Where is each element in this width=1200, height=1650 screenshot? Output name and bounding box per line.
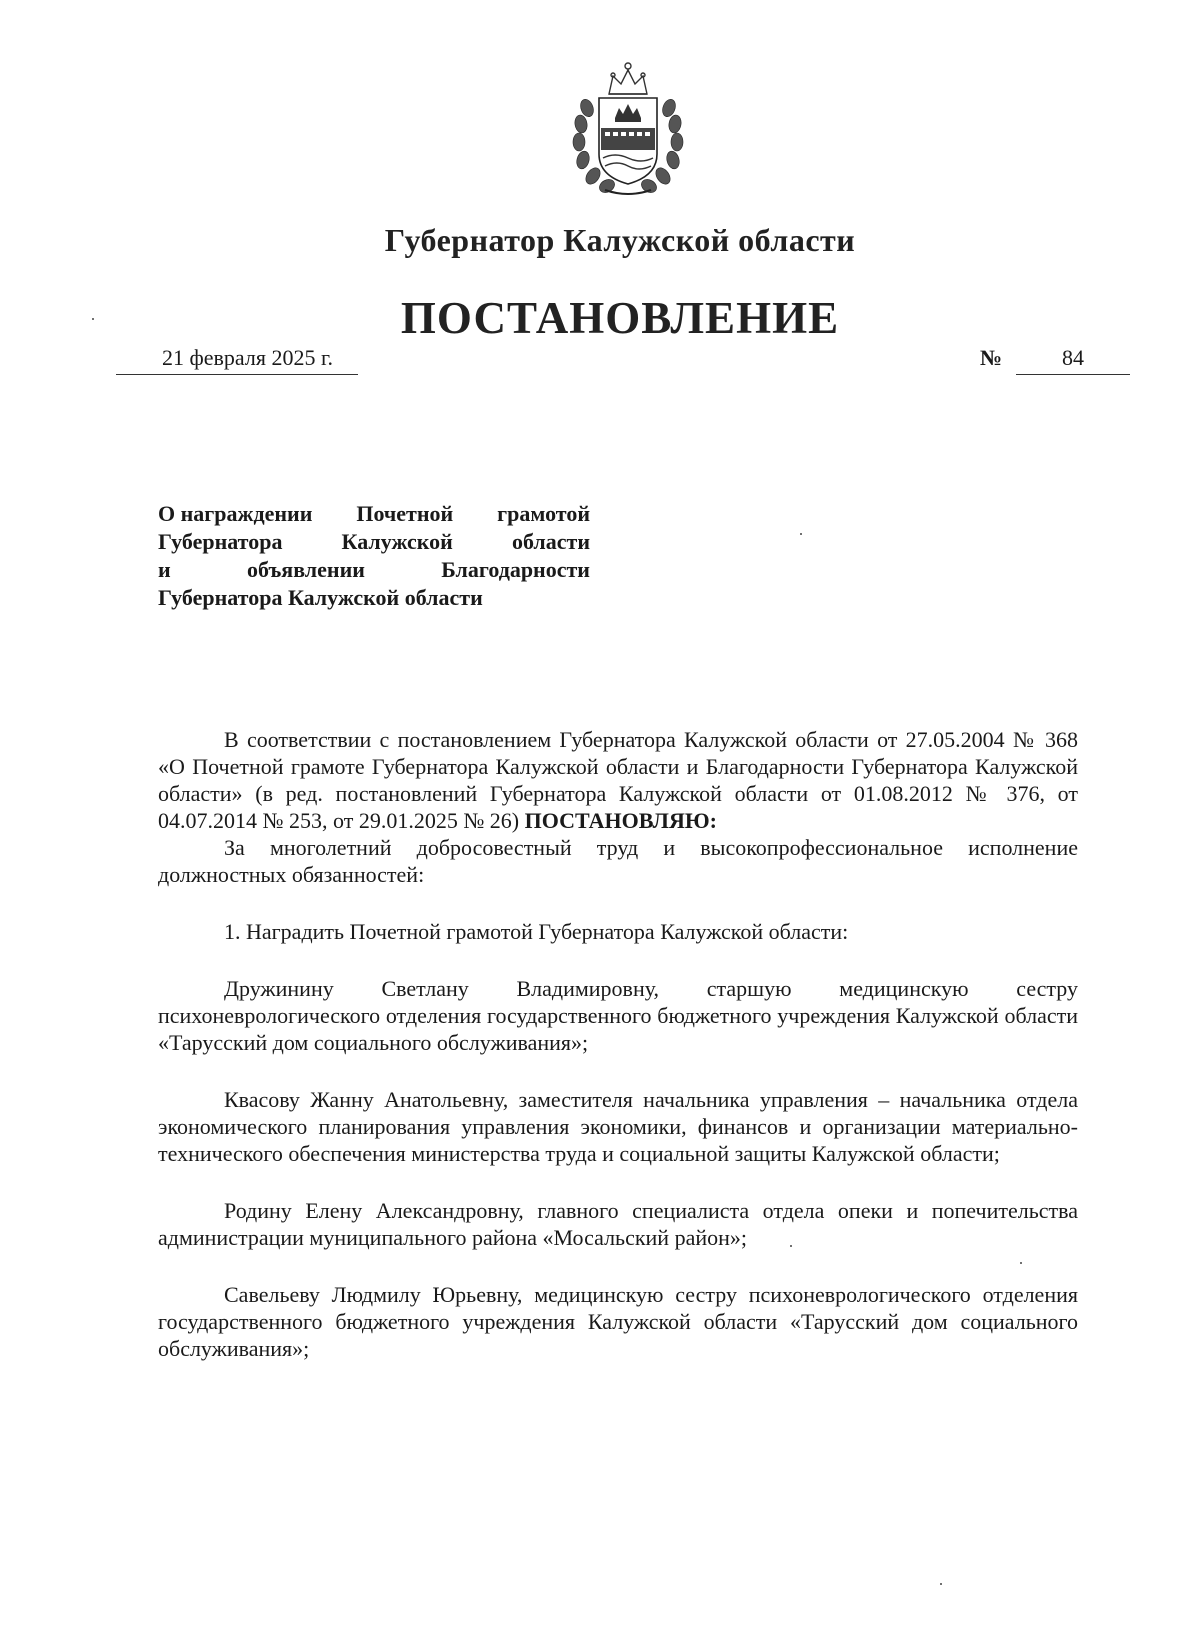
- item-1-paragraph: 1. Наградить Почетной грамотой Губернатора Калужской области:: [224, 919, 849, 944]
- issuing-authority: Губернатор Калужской области: [384, 222, 856, 258]
- title-line: [158, 584, 590, 612]
- document-body: [158, 726, 1078, 1362]
- title-line: [158, 528, 590, 556]
- title-word: и: [158, 557, 171, 582]
- title-word: области: [511, 529, 590, 554]
- scan-speck: [790, 1245, 792, 1247]
- title-word: Губернатора: [158, 529, 283, 554]
- preamble-text: В соответствии с постановлением Губернатора Калужской области от 27.05.2004 № 368 «О Почетной грамоте Губернатора Калужской области и Благодарности Губернатора Калужской области» (в ред. постановлений Губернатора Калужской области от 01.08.2012 № 376, от 04.07.2014 № 253, от 29.01.2025 № 26): [158, 727, 1078, 833]
- document-title: [158, 500, 590, 612]
- title-line: [158, 500, 590, 528]
- title-word: Калужской: [341, 529, 453, 554]
- title-word: грамотой: [497, 501, 590, 526]
- title-word: объявлении: [247, 557, 365, 582]
- awardee-paragraph: Родину Елену Александровну, главного специалиста отдела опеки и попечительства администрации муниципального района «Мосальский район»;: [158, 1198, 1078, 1250]
- document-date: 21 февраля 2025 г.: [116, 345, 358, 375]
- document-number-block: [980, 345, 1130, 375]
- scan-speck: [1020, 1262, 1022, 1264]
- coat-of-arms-icon: [565, 58, 691, 198]
- title-line: [158, 556, 590, 584]
- title-word: Благодарности: [441, 557, 590, 582]
- title-word: О награждении: [158, 501, 313, 526]
- title-word: Почетной: [356, 501, 454, 526]
- scan-speck: [800, 533, 802, 535]
- number-sign: №: [980, 345, 1003, 370]
- awardee-paragraph: Квасову Жанну Анатольевну, заместителя начальника управления – начальника отдела экономического планирования управления экономики, финансов и организации материально-технического обеспечения министерства труда и социальной защиты Калужской области;: [158, 1087, 1078, 1166]
- scan-speck: [940, 1583, 942, 1585]
- preamble-paragraph: [158, 726, 1078, 834]
- awardee-paragraph: Савельеву Людмилу Юрьевну, медицинскую сестру психоневрологического отделения государственного бюджетного учреждения Калужской области «Тарусский дом социального обслуживания»;: [158, 1282, 1078, 1361]
- title-word: Губернатора Калужской области: [158, 585, 483, 610]
- document-number: 84: [1016, 345, 1130, 375]
- document-type-heading: ПОСТАНОВЛЕНИЕ: [400, 293, 840, 343]
- reason-paragraph: За многолетний добросовестный труд и высокопрофессиональное исполнение должностных обязанностей:: [158, 835, 1078, 887]
- scan-speck: [92, 318, 94, 320]
- awardee-paragraph: Дружинину Светлану Владимировну, старшую медицинскую сестру психоневрологического отделения государственного бюджетного учреждения Калужской области «Тарусский дом социального обслуживания»;: [158, 976, 1078, 1055]
- resolve-word: ПОСТАНОВЛЯЮ:: [524, 808, 717, 833]
